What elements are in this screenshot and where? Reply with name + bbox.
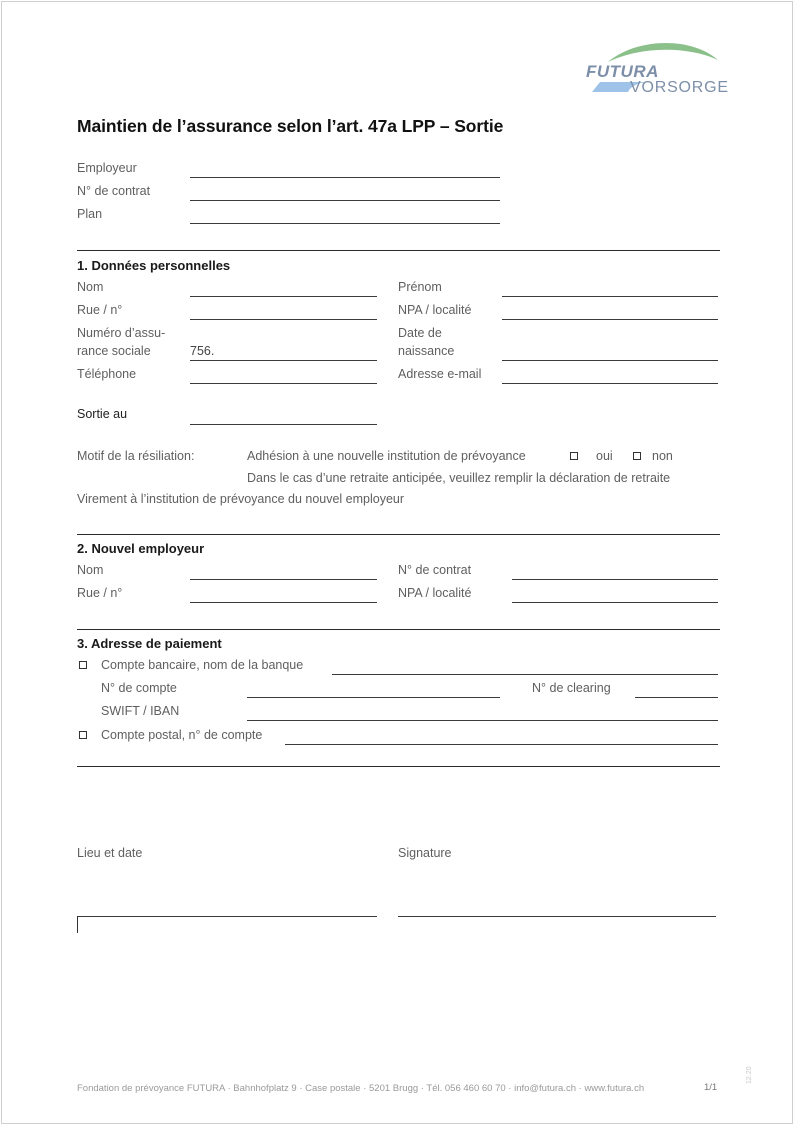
birth-label-line1: Date de	[398, 326, 442, 340]
avs-label-line1: Numéro d’assu-	[77, 326, 166, 340]
npa-field[interactable]	[502, 319, 718, 320]
section-divider	[77, 534, 720, 535]
section2-heading: 2. Nouvel employeur	[77, 541, 205, 556]
prenom-field[interactable]	[502, 296, 718, 297]
employer-rue-field[interactable]	[190, 602, 377, 603]
iban-field[interactable]	[247, 720, 718, 721]
non-checkbox[interactable]	[633, 452, 641, 460]
text-cursor	[77, 916, 78, 933]
clearing-field[interactable]	[635, 697, 718, 698]
retraite-note: Dans le cas d’une retraite anticipée, veuillez remplir la déclaration de retraite	[247, 471, 671, 485]
npa-label: NPA / localité	[398, 303, 472, 317]
section3-heading: 3. Adresse de paiement	[77, 636, 222, 651]
section-divider	[77, 250, 720, 251]
contract-label: N° de contrat	[77, 184, 151, 198]
oui-checkbox[interactable]	[570, 452, 578, 460]
avs-label-line2: rance sociale	[77, 344, 151, 358]
postal-checkbox[interactable]	[79, 731, 87, 739]
employer-rue-label: Rue / n°	[77, 586, 123, 600]
account-no-field[interactable]	[247, 697, 500, 698]
bank-name-field[interactable]	[332, 674, 718, 675]
birth-date-field[interactable]	[502, 360, 718, 361]
place-date-label: Lieu et date	[77, 846, 143, 860]
rue-label: Rue / n°	[77, 303, 123, 317]
plan-field[interactable]	[190, 223, 500, 224]
employer-field[interactable]	[190, 177, 500, 178]
signature-label: Signature	[398, 846, 452, 860]
avs-prefix-value: 756.	[190, 344, 215, 358]
email-field[interactable]	[502, 383, 718, 384]
employer-npa-field[interactable]	[512, 602, 718, 603]
form-title: Maintien de l’assurance selon l’art. 47a LPP – Sortie	[77, 116, 504, 136]
employer-npa-label: NPA / localité	[398, 586, 472, 600]
sortie-label: Sortie au	[77, 407, 128, 421]
sortie-date-field[interactable]	[190, 424, 377, 425]
section-divider	[77, 629, 720, 630]
non-label: non	[652, 449, 673, 463]
motif-label: Motif de la résiliation:	[77, 449, 195, 463]
employer-nom-label: Nom	[77, 563, 104, 577]
iban-label: SWIFT / IBAN	[101, 704, 180, 718]
form-code: 12.20	[746, 1066, 753, 1084]
plan-label: Plan	[77, 207, 103, 221]
virement-text: Virement à l’institution de prévoyance du nouvel employeur	[77, 492, 405, 506]
signature-field[interactable]	[398, 916, 716, 917]
bank-checkbox[interactable]	[79, 661, 87, 669]
futura-logo	[586, 38, 729, 100]
oui-label: oui	[596, 449, 613, 463]
employer-nom-field[interactable]	[190, 579, 377, 580]
employer-contract-field[interactable]	[512, 579, 718, 580]
postal-label: Compte postal, n° de compte	[101, 728, 263, 742]
phone-field[interactable]	[190, 383, 377, 384]
prenom-label: Prénom	[398, 280, 442, 294]
clearing-label: N° de clearing	[532, 681, 611, 695]
logo-word-vorsorge: VORSORGE	[630, 79, 729, 96]
nom-field[interactable]	[190, 296, 377, 297]
logo-word-futura: FUTURA	[586, 62, 659, 81]
motif-text: Adhésion à une nouvelle institution de prévoyance	[247, 449, 526, 463]
employer-label: Employeur	[77, 161, 137, 175]
section1-heading: 1. Données personnelles	[77, 258, 231, 273]
postal-account-field[interactable]	[285, 744, 718, 745]
avs-field[interactable]	[190, 360, 377, 361]
place-date-field[interactable]	[77, 916, 377, 917]
rue-field[interactable]	[190, 319, 377, 320]
employer-contract-label: N° de contrat	[398, 563, 472, 577]
nom-label: Nom	[77, 280, 104, 294]
account-no-label: N° de compte	[101, 681, 177, 695]
contract-field[interactable]	[190, 200, 500, 201]
bank-label: Compte bancaire, nom de la banque	[101, 658, 304, 672]
birth-label-line2: naissance	[398, 344, 455, 358]
phone-label: Téléphone	[77, 367, 137, 381]
email-label: Adresse e-mail	[398, 367, 482, 381]
footer-address: Fondation de prévoyance FUTURA · Bahnhofplatz 9 · Case postale · 5201 Brugg · Tél. 056 460 60 70 · info@futura.ch · www.futura.ch	[77, 1083, 645, 1094]
page-number: 1/1	[704, 1082, 718, 1093]
section-divider	[77, 766, 720, 767]
